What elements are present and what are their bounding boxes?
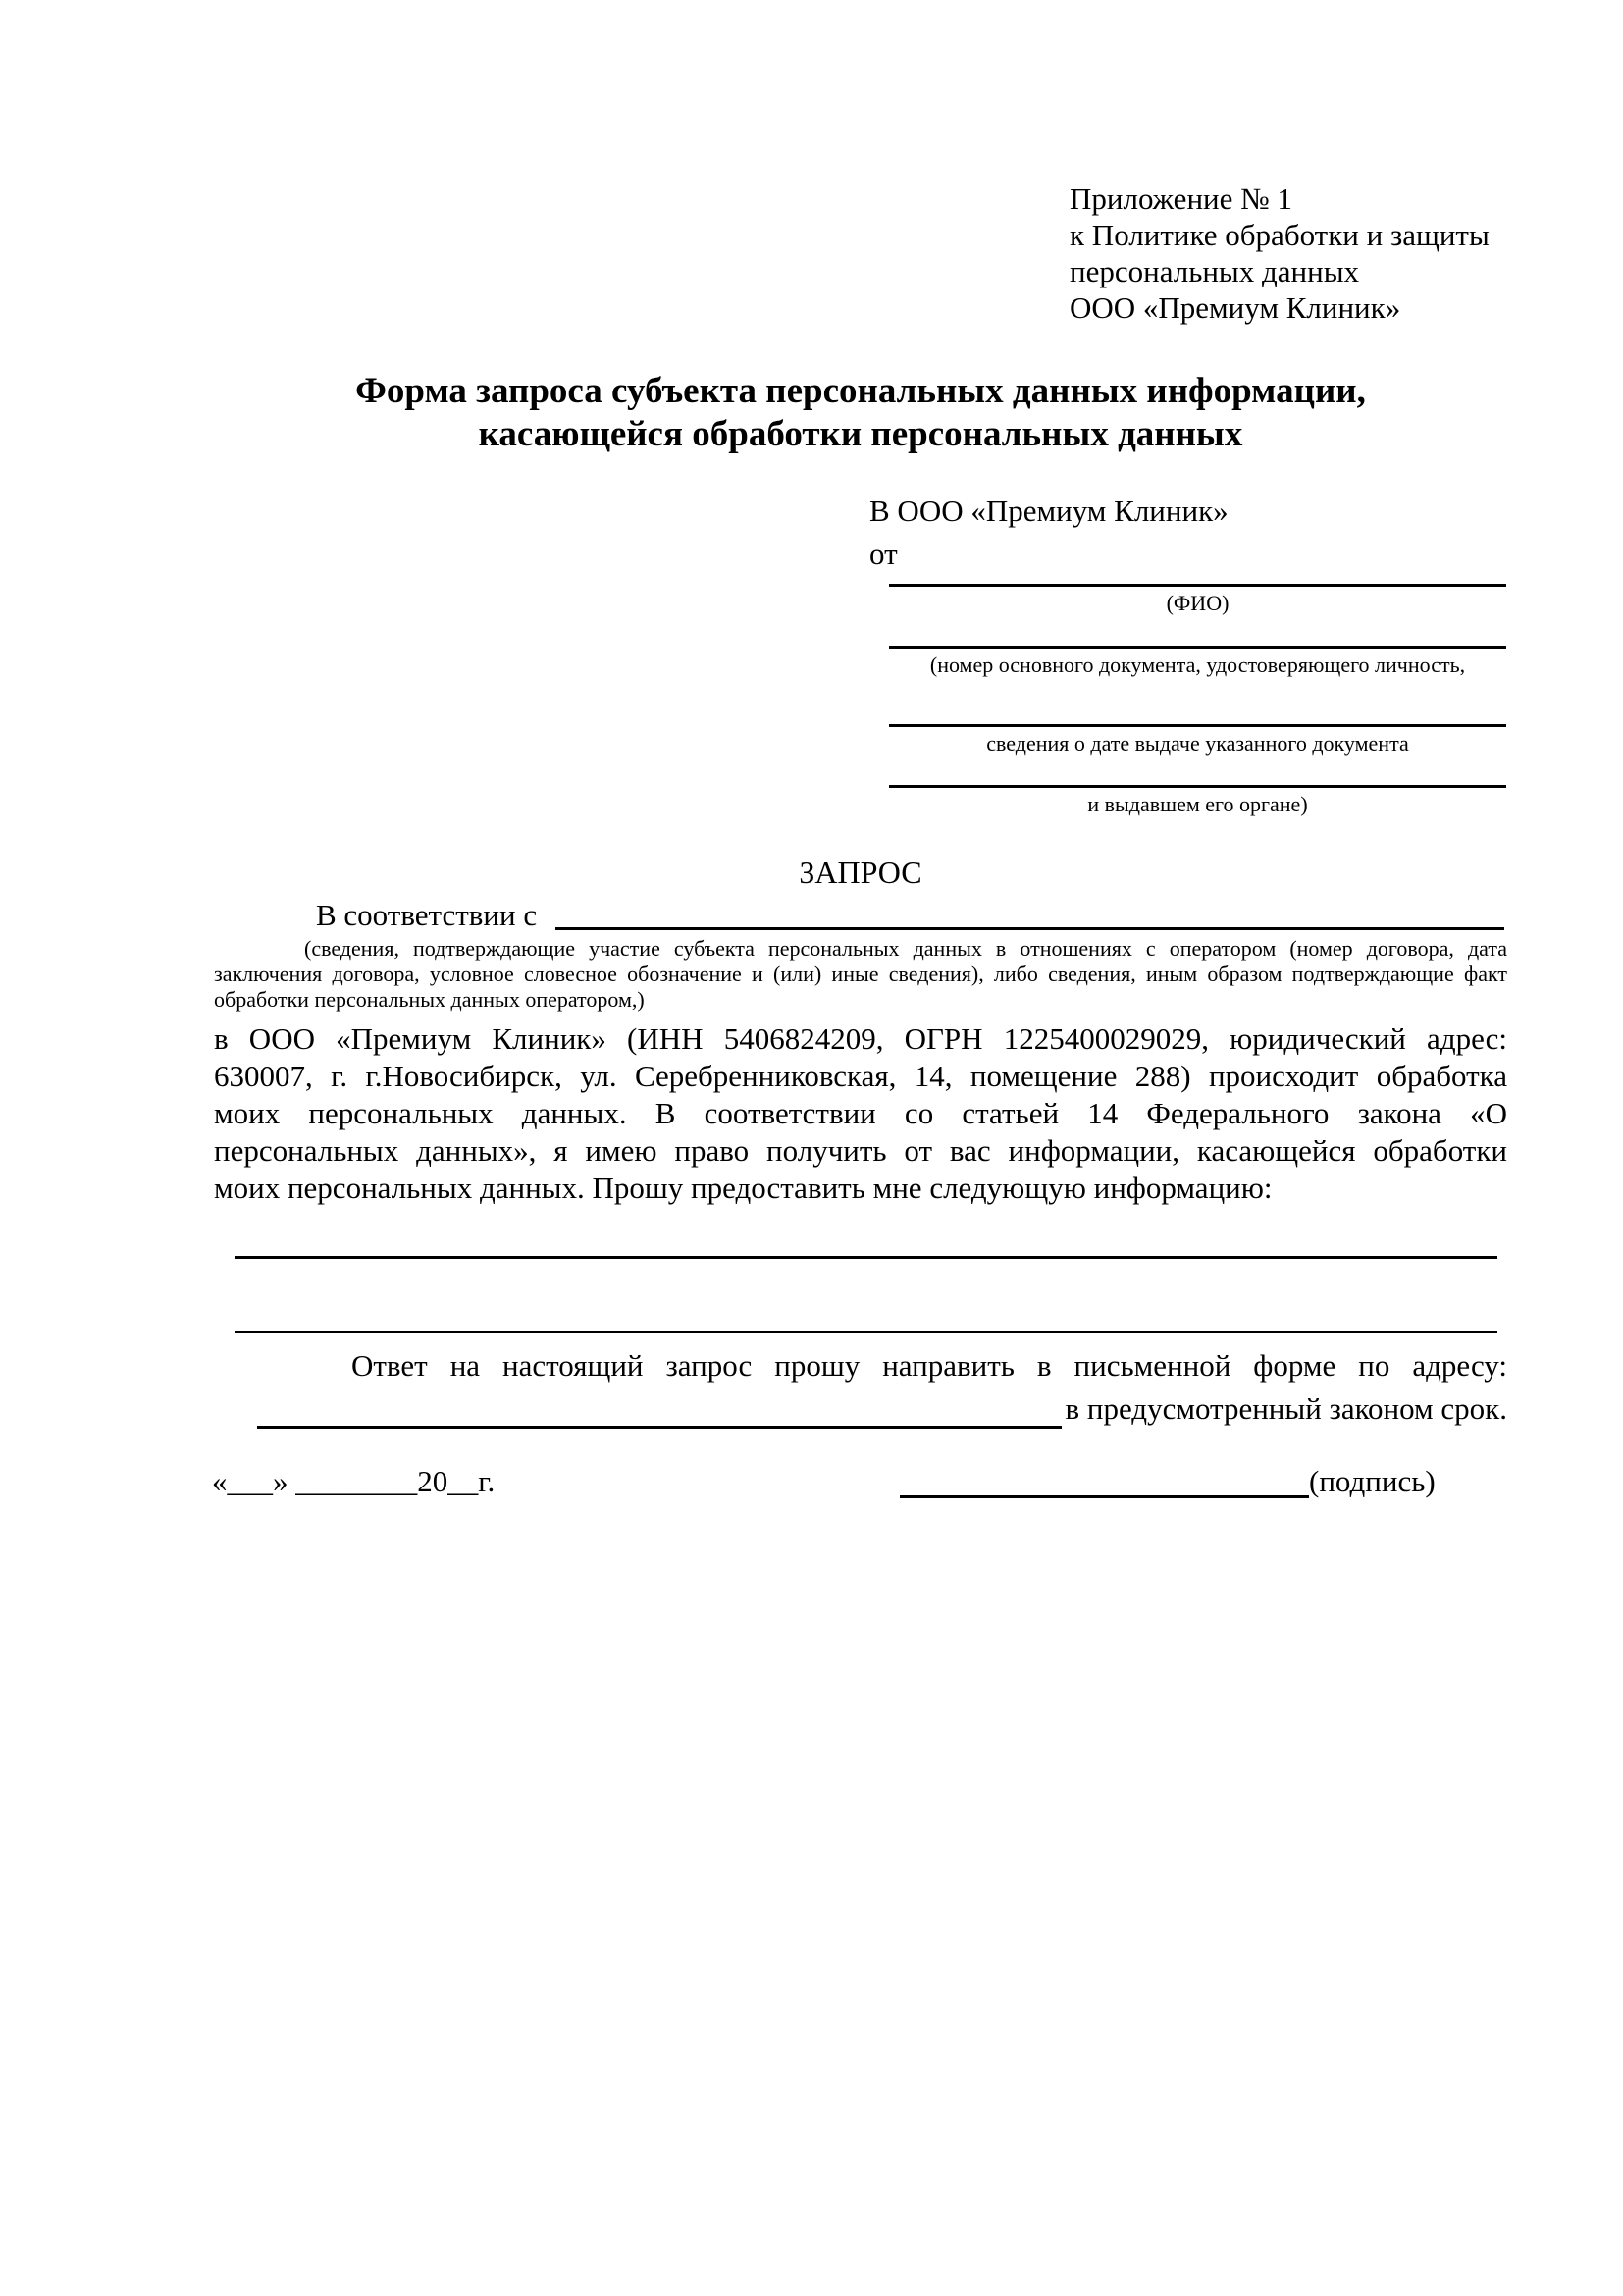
body-line: моих персональных данных. В соответствии со статьей 14 Федерального закона «О (214, 1096, 1507, 1130)
issue-date-blank-line (889, 724, 1506, 727)
body-line: 630007, г. г.Новосибирск, ул. Серебренниковская, 14, помещение 288) происходит обработка (214, 1059, 1507, 1093)
fio-blank-line (889, 584, 1506, 587)
issuing-authority-caption: и выдавшем его органе) (1087, 792, 1308, 816)
note-line: обработки персональных данных оператором,) (214, 987, 645, 1012)
information-blank-line-2 (235, 1331, 1497, 1333)
addressee-from-label: от (869, 537, 898, 571)
request-body-paragraph (214, 1020, 1507, 1207)
body-line: персональных данных», я имею право получить от вас информации, касающейся обработки (214, 1133, 1507, 1168)
fio-caption: (ФИО) (1166, 591, 1230, 615)
signature-caption: (подпись) (1309, 1464, 1436, 1498)
note-line: (сведения, подтверждающие участие субъекта персональных данных в отношениях с оператором (номер договора, дата (304, 936, 1507, 961)
note-line: заключения договора, условное словесное обозначение и (или) иные сведения), либо сведения, иным образом подтверждающие факт (214, 962, 1507, 986)
issue-date-caption: сведения о дате выдаче указанного документа (986, 731, 1409, 756)
request-heading: ЗАПРОС (799, 855, 922, 890)
title-line: касающейся обработки персональных данных (478, 414, 1243, 454)
document-number-blank-line (889, 646, 1506, 649)
title-line: Форма запроса субъекта персональных данных информации, (355, 371, 1366, 411)
signature-blank-line (900, 1495, 1309, 1498)
issuing-authority-blank-line (889, 785, 1506, 788)
accordance-blank-line (555, 927, 1504, 930)
appendix-line: к Политике обработки и защиты (1070, 218, 1490, 252)
accordance-intro: В соответствии с (316, 898, 538, 932)
addressee-to: В ООО «Премиум Клиник» (869, 494, 1229, 528)
date-line: «___» ________20__г. (212, 1464, 496, 1498)
explanatory-note (214, 936, 1507, 1013)
body-line: моих персональных данных. Прошу предоставить мне следующую информацию: (214, 1171, 1273, 1205)
body-line: в ООО «Премиум Клиник» (ИНН 5406824209, ОГРН 1225400029029, юридический адрес: (214, 1021, 1507, 1056)
document-title (214, 370, 1507, 456)
appendix-line: Приложение № 1 (1070, 182, 1292, 216)
document-number-caption: (номер основного документа, удостоверяющего личность, (929, 652, 1466, 677)
information-blank-line-1 (235, 1256, 1497, 1259)
appendix-line: персональных данных (1070, 254, 1360, 288)
reply-suffix: в предусмотренный законом срок. (1065, 1391, 1507, 1426)
appendix-block (1070, 181, 1490, 326)
appendix-line: ООО «Премиум Клиник» (1070, 290, 1401, 325)
reply-request-line: Ответ на настоящий запрос прошу направить в письменной форме по адресу: (351, 1348, 1507, 1383)
